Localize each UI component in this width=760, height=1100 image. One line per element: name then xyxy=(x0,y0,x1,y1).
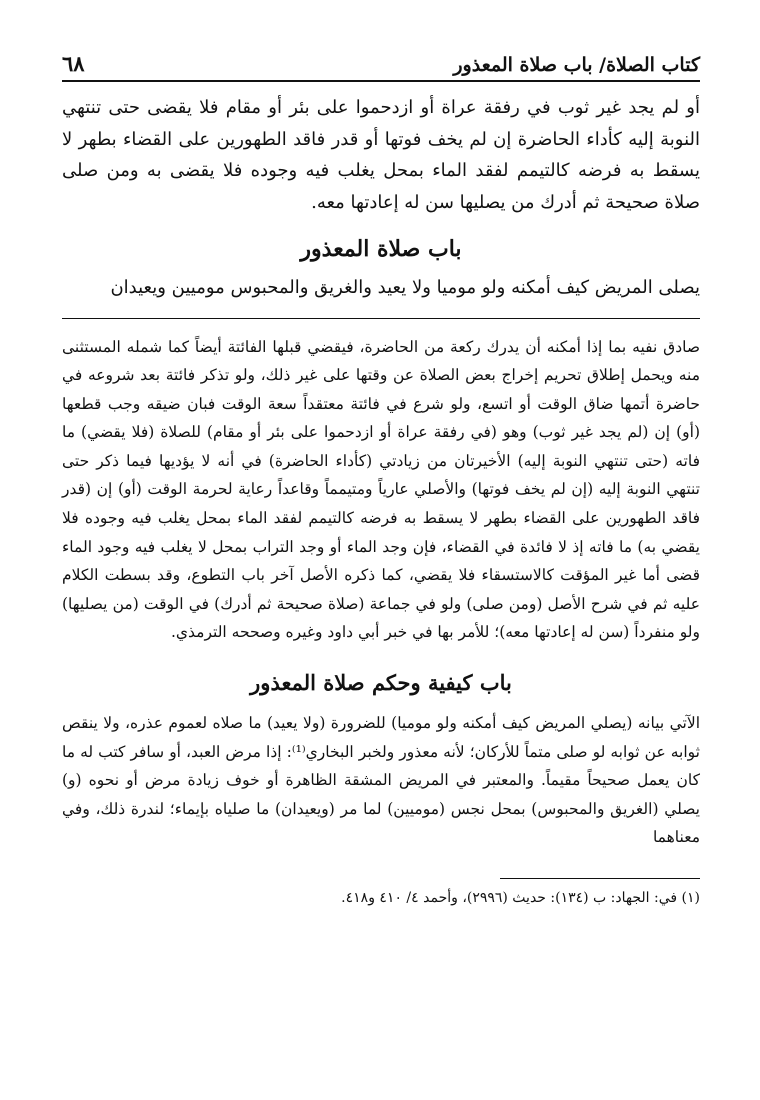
document-page xyxy=(62,44,700,911)
page-number: ٦٨ xyxy=(62,51,85,76)
commentary-paragraph: الآتي بيانه (يصلي المريض كيف أمكنه ولو موميا) للضرورة (ولا يعيد) ما صلاه لعموم عذره، ولا ينقص ثوابه عن ثوابه لو صلى متماً للأركان؛ لأنه معذور ولخبر البخاري⁽¹⁾: إذا مرض العبد، أو سافر كتب له ما كان يعمل صحيحاً مقيماً. والمعتبر في المريض المشقة الظاهرة أو خوف زيادة مرض أو نحوه (و) يصلي (الغريق والمحبوس) بمحل نجس (موميين) لما مر (ويعيدان) ما صلياه بإيماء؛ لندرة ذلك، وفي معناهما xyxy=(62,714,700,847)
section-divider xyxy=(62,318,700,319)
commentary-text xyxy=(62,333,700,853)
main-text xyxy=(62,92,700,304)
commentary-paragraph: صادق نفيه بما إذا أمكنه أن يدرك ركعة من الحاضرة، فيقضي قبلها الفائتة أيضاً كما شمله المستثنى منه ويحمل إطلاق تحريم إخراج بعض الصلاة عن وقتها على غير ذلك، ولو تذكر فائتة بعد شروعه في حاضرة أتمها ضاق الوقت أو اتسع، ولو شرع في فائتة معتقداً سعة الوقت فبان ضيقه وجب قطعها (أو) إن (لم يجد غير ثوب) وهو (في رفقة عراة أو ازدحموا على بئر أو مقام) للصلاة (فلا يقضي) ما فاته (حتى تنتهي النوبة إليه) الأخيرتان من زيادتي (كأداء الحاضرة) في أنه لا يؤديها فيما ذكر حتى تنتهي النوبة إليه (إن لم يخف فوتها) والأصلي عارياً ومتيمماً وقاعداً رعاية لحرمة الوقت (أو) إن (قدر فاقد الطهورين على القضاء بطهر لا يسقط به فرضه كالتيمم لفقد الماء بمحل يغلب فيه وجوده فلا يقضي به) ما فاته إذ لا فائدة في القضاء، فإن وجد الماء أو وجد التراب بمحل لا يغلب فيه وجود الماء قضى أما غير المؤقت كالاستسقاء فلا يقضي، كما ذكره الأصل آخر باب التطوع، وقد بسطت الكلام عليه ثم في شرح الأصل (ومن صلى) ولو في جماعة (صلاة صحيحة ثم أدرك) في الوقت (من يصليها) ولو منفرداً (سن له إعادتها معه)؛ للأمر بها في خبر أبي داود وغيره وصححه الترمذي. xyxy=(62,337,700,642)
main-text-paragraph: أو لم يجد غير ثوب في رفقة عراة أو ازدحموا على بئر أو مقام فلا يقضى حتى تنتهي النوبة إليه كأداء الحاضرة إن لم يخف فوتها أو قدر فاقد الطهورين على القضاء بطهر لا يسقط به فرضه كالتيمم لفقد الماء بمحل يغلب فيه وجوده فلا يقضى به ومن صلى صلاة صحيحة ثم أدرك من يصليها سن له إعادتها معه. xyxy=(62,97,700,213)
main-text-paragraph: يصلى المريض كيف أمكنه ولو موميا ولا يعيد والغريق والمحبوس موميين ويعيدان xyxy=(110,277,700,298)
chapter-heading: باب صلاة المعذور xyxy=(300,236,462,262)
running-header-title: كتاب الصلاة/ باب صلاة المعذور xyxy=(453,54,700,76)
running-header xyxy=(62,44,700,82)
footnote: (١) في: الجهاد: ب (١٣٤): حديث (٢٩٩٦)، وأحمد ٤/ ٤١٠ و٤١٨. xyxy=(341,890,700,906)
footnote-divider xyxy=(500,878,700,879)
commentary-heading: باب كيفية وحكم صلاة المعذور xyxy=(250,670,512,696)
